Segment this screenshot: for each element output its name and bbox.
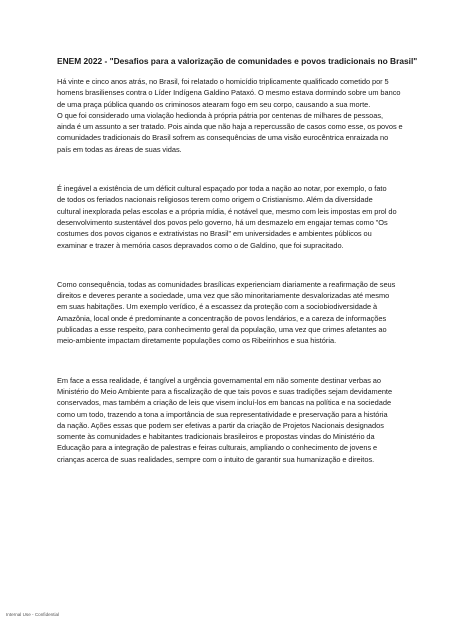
paragraph-1 xyxy=(57,76,417,155)
paragraph-line: Como consequência, todas as comunidades brasílicas experienciam diariamente a reafirmação de seus xyxy=(57,279,396,289)
paragraph-line: da nação. Ações essas que podem ser efetivas a partir da criação de Projetos Nacionais designados xyxy=(57,420,384,430)
paragraph-line: É inegável a existência de um déficit cultural espaçado por toda a nação ao notar, por exemplo, o fato xyxy=(57,184,387,194)
document-page xyxy=(57,56,417,465)
paragraph-line: como um todo, trazendo a tona a importância de sua representatividade e preservação para a história xyxy=(57,409,388,419)
paragraph-line: país em todas as áreas de suas vidas. xyxy=(57,144,182,154)
paragraph-line: homens brasilienses contra o Líder Indígena Galdino Pataxó. O mesmo estava dormindo sobre um banco xyxy=(57,88,401,98)
paragraph-line: O que foi considerado uma violação hedionda à própria pátria por centenas de milhares de pessoas, xyxy=(57,110,384,120)
paragraph-line: somente às comunidades e habitantes tradicionais brasileiros e propostas vindas do Ministério da xyxy=(57,432,375,442)
paragraph-3 xyxy=(57,279,417,347)
footer-classification: Internal Use - Confidential xyxy=(6,612,60,617)
paragraph-line: conservados, mas também a criação de leis que visem incluí-los em bancas na política e na sociedade xyxy=(57,398,392,408)
paragraph-line: cultural inexplorada pelas escolas e a própria mídia, é notável que, mesmo com leis impostas em prol do xyxy=(57,206,397,216)
paragraph-line: de todos os feriados nacionais religiosos terem como origem o Cristianismo. Além da diversidade xyxy=(57,195,373,205)
paragraph-4 xyxy=(57,375,417,465)
document-title: ENEM 2022 - "Desafios para a valorização de comunidades e povos tradicionais no Brasil" xyxy=(57,56,418,66)
paragraph-line: Educação para a integração de palestras e feiras culturais, ampliando o conhecimento de jovens e xyxy=(57,443,378,453)
paragraph-line: publicadas a esse respeito, para conhecimento geral da população, uma vez que crimes afetantes ao xyxy=(57,325,387,335)
paragraph-line: em suas habitações. Um exemplo verídico, é a escassez da proteção com a sociobiodiversidade à xyxy=(57,302,378,312)
paragraph-2 xyxy=(57,183,417,251)
paragraph-line: costumes dos povos ciganos e extrativistas no Brasil" em universidades e ambientes públicos ou xyxy=(57,229,372,239)
paragraph-line: Ministério do Meio Ambiente para a fiscalização de que tais povos e suas tradições sejam devidamente xyxy=(57,386,393,396)
paragraph-line: Em face a essa realidade, é tangível a urgência governamental em não somente destinar verbas ao xyxy=(57,375,382,385)
paragraph-line: Há vinte e cinco anos atrás, no Brasil, foi relatado o homicídio triplicamente qualificado cometido por 5 xyxy=(57,77,389,86)
paragraph-line: desenvolvimento sustentável dos povos pelo governo, há um desmazelo em engajar temas como "Os xyxy=(57,217,388,227)
paragraph-line: comunidades tradicionais do Brasil sofrem as consequências de uma visão eurocêntrica enraizada no xyxy=(57,133,389,143)
paragraph-line: de uma praça pública quando os criminosos atearam fogo em seu corpo, causando a sua morte. xyxy=(57,99,371,109)
paragraph-line: Amazônia, local onde é predominante a concentração de povos lendários, e a carezа de informações xyxy=(57,313,387,323)
paragraph-line: crianças acerca de suas realidades, sempre com o intuito de garantir sua humanização e direitos. xyxy=(57,454,375,464)
paragraph-line: direitos e deveres perante a sociedade, uma vez que são minoritariamente desvalorizadas até mesmo xyxy=(57,291,390,301)
paragraph-line: ainda é um assunto a ser tratado. Pois ainda que não haja a repercussão de casos como esse, os povos e xyxy=(57,122,403,132)
paragraph-line: meio-ambiente impactam diretamente populações como os Ribeirinhos e sua história. xyxy=(57,336,337,346)
paragraph-line: examinar e trazer à memória casos depravados como o de Galdino, que foi supracitado. xyxy=(57,240,344,250)
